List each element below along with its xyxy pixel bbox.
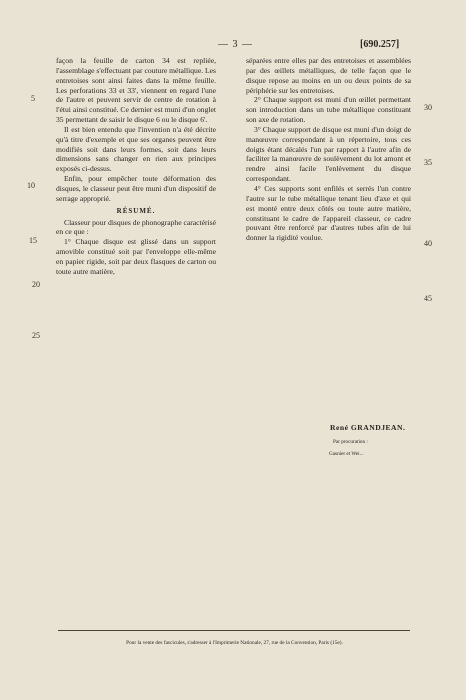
line-number: 15: [29, 236, 37, 245]
signature-name: René GRANDJEAN.: [330, 423, 406, 432]
left-paragraph-4: Classeur pour disques de phonographe caractérisé en ce que :: [56, 217, 216, 237]
line-number: 30: [424, 103, 432, 112]
footer-note: Pour la vente des fascicules, s'adresser à l'Imprimerie Nationale, 27, rue de la Convention, Paris (15e).: [126, 640, 343, 646]
line-number: 5: [31, 94, 35, 103]
line-number: 35: [424, 158, 432, 167]
left-paragraph-1: façon la feuille de carton 34 est repliée, l'assemblage s'effectuant par couture métallique. Les entretoises sont ainsi faites dans la même feuille. Les perforations 33 et 33', viennent en regard l'une de l'autre et peuvent servir de centre de rotation à l'étui ainsi constitué. Ce dernier est muni d'un onglet 35 permettant de saisir le disque 6 ou le disque 6'.: [56, 56, 216, 125]
line-number: 40: [424, 239, 432, 248]
page-header: [0, 39, 466, 53]
line-number: 10: [27, 181, 35, 190]
line-number: 45: [424, 294, 432, 303]
left-column: [56, 56, 216, 277]
resume-heading: RÉSUMÉ.: [116, 206, 156, 215]
signature-role: Par procuration :: [333, 439, 368, 445]
page-number: — 3 —: [218, 39, 253, 50]
left-paragraph-2: Il est bien entendu que l'invention n'a été décrite qu'à titre d'exemple et que ses organes peuvent être modifiés soit dans leurs formes, soit dans leurs dimensions sans changer en rien aux principes exposés ci-dessus.: [56, 124, 216, 174]
patent-number: [690.257]: [360, 39, 400, 50]
right-paragraph-3: 3° Chaque support de disque est muni d'un doigt de manœuvre correspondant à un répertoire, tous ces doigts étant décalés l'un par rapport à l'autre afin de faciliter la manœuvre de soulèvement du lot amont et rendre ainsi facile l'enlèvement du disque correspondant.: [246, 124, 411, 184]
left-paragraph-3: Enfin, pour empêcher toute déformation des disques, le classeur peut être muni d'un dispositif de serrage approprié.: [56, 174, 216, 203]
signature-firm: Gasnier et Wei...: [329, 451, 364, 457]
left-paragraph-5: 1° Chaque disque est glissé dans un support amovible constitué soit par l'enveloppe elle-même en papier rigide, soit par deux flasques de carton ou toute autre matière,: [56, 237, 216, 276]
right-paragraph-4: 4° Ces supports sont enfilés et serrés l'un contre l'autre sur le tube métallique tenant lieu d'axe et qui est monté entre deux côtés ou toute autre matière, constituant le cadre de l'appareil classeur, ce cadre pouvant être renforcé par d'autres tubes afin de lui donner la rigidité voulue.: [246, 183, 411, 243]
right-paragraph-2: 2° Chaque support est muni d'un œillet permettant son introduction dans un tube métallique constituant son axe de rotation.: [246, 95, 411, 125]
right-paragraph-1: séparées entre elles par des entretoises et assemblées par des œillets métalliques, de telle façon que le disque repose au moins en un ou deux points de sa périphérie sur les entretoises.: [246, 56, 411, 95]
line-number: 25: [32, 331, 40, 340]
footer-rule: [58, 630, 410, 631]
right-column: [246, 56, 411, 243]
line-number: 20: [32, 280, 40, 289]
